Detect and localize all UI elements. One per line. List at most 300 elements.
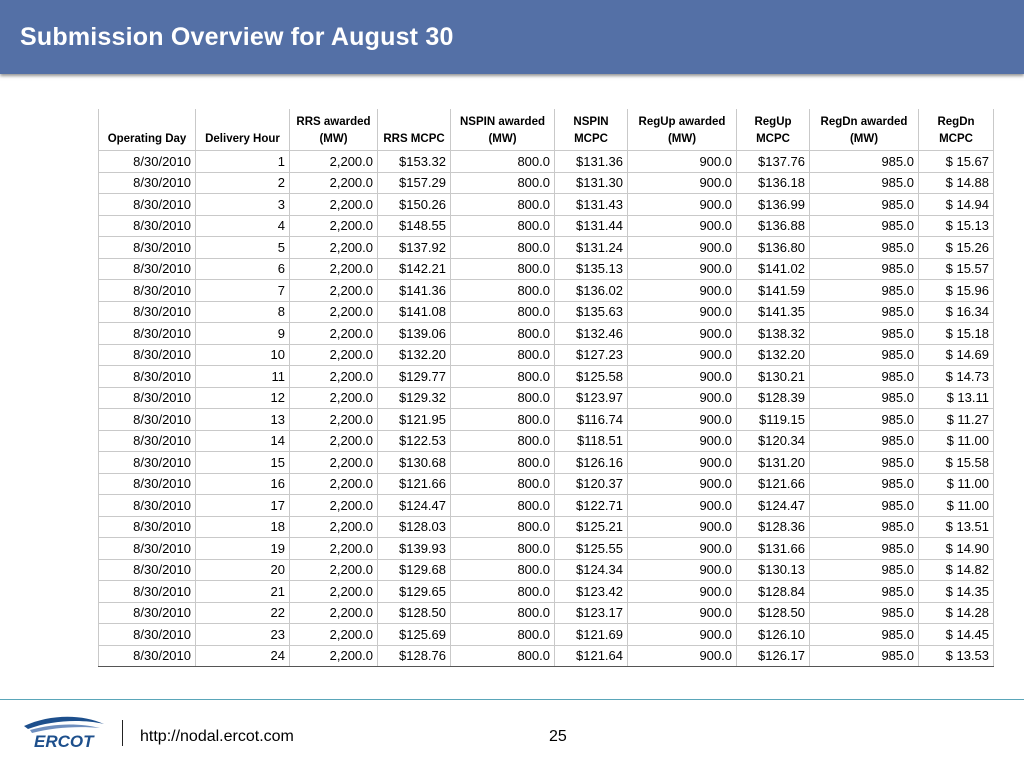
column-header <box>451 109 555 151</box>
table-cell: 2,200.0 <box>290 473 378 495</box>
table-cell: $126.10 <box>737 624 810 646</box>
table-cell: 800.0 <box>451 559 555 581</box>
table-cell: 985.0 <box>810 172 919 194</box>
table-cell: 8/30/2010 <box>99 280 196 302</box>
table-cell: 8/30/2010 <box>99 366 196 388</box>
table-cell: 1 <box>196 151 290 173</box>
table-header-row <box>99 109 994 151</box>
table-cell: 8/30/2010 <box>99 602 196 624</box>
table-cell: 900.0 <box>628 430 737 452</box>
column-header-line: NSPIN <box>573 116 609 128</box>
table-cell: 900.0 <box>628 323 737 345</box>
table-cell: 900.0 <box>628 624 737 646</box>
table-cell: $ 14.73 <box>919 366 994 388</box>
table-cell: 900.0 <box>628 194 737 216</box>
table-cell: 900.0 <box>628 516 737 538</box>
table-cell: $ 11.00 <box>919 473 994 495</box>
table-cell: 8/30/2010 <box>99 473 196 495</box>
table-cell: 985.0 <box>810 645 919 667</box>
table-cell: 985.0 <box>810 280 919 302</box>
column-header <box>628 109 737 151</box>
column-header-line: MCPC <box>939 133 973 145</box>
table-cell: 900.0 <box>628 538 737 560</box>
table-row <box>99 559 994 581</box>
table-cell: 985.0 <box>810 194 919 216</box>
table-cell: 2,200.0 <box>290 387 378 409</box>
table-cell: 2,200.0 <box>290 194 378 216</box>
table-cell: $128.50 <box>378 602 451 624</box>
table-cell: 8/30/2010 <box>99 301 196 323</box>
table-cell: $126.17 <box>737 645 810 667</box>
table-row <box>99 215 994 237</box>
column-header-line: (MW) <box>849 133 879 145</box>
column-header-line: (MW) <box>488 133 517 145</box>
column-header-line: Delivery Hour <box>205 133 280 145</box>
table-cell: 900.0 <box>628 495 737 517</box>
table-cell: $ 11.00 <box>919 495 994 517</box>
table-cell: $128.39 <box>737 387 810 409</box>
table-cell: $ 15.58 <box>919 452 994 474</box>
table-cell: $121.66 <box>737 473 810 495</box>
table-cell: 2 <box>196 172 290 194</box>
table-cell: $132.20 <box>378 344 451 366</box>
table-cell: 900.0 <box>628 602 737 624</box>
table-cell: 8/30/2010 <box>99 172 196 194</box>
table-cell: 19 <box>196 538 290 560</box>
table-cell: 800.0 <box>451 215 555 237</box>
table-cell: $150.26 <box>378 194 451 216</box>
table-cell: 800.0 <box>451 387 555 409</box>
table-cell: $125.69 <box>378 624 451 646</box>
table-cell: $129.77 <box>378 366 451 388</box>
table-cell: 900.0 <box>628 172 737 194</box>
table-row <box>99 301 994 323</box>
table-cell: $141.36 <box>378 280 451 302</box>
table-cell: 985.0 <box>810 237 919 259</box>
table-cell: 985.0 <box>810 538 919 560</box>
table-row <box>99 258 994 280</box>
table-cell: $132.46 <box>555 323 628 345</box>
table-cell: 8/30/2010 <box>99 538 196 560</box>
table-cell: $131.24 <box>555 237 628 259</box>
table-cell: 2,200.0 <box>290 624 378 646</box>
table-cell: 10 <box>196 344 290 366</box>
table-cell: 985.0 <box>810 559 919 581</box>
table-cell: 985.0 <box>810 151 919 173</box>
table-cell: 18 <box>196 516 290 538</box>
table-cell: $ 13.53 <box>919 645 994 667</box>
table-cell: $136.99 <box>737 194 810 216</box>
table-cell: 985.0 <box>810 495 919 517</box>
table-cell: 5 <box>196 237 290 259</box>
table-cell: $124.47 <box>378 495 451 517</box>
column-header-line: Operating Day <box>107 133 187 145</box>
table-cell: 2,200.0 <box>290 645 378 667</box>
table-cell: $123.42 <box>555 581 628 603</box>
table-cell: 985.0 <box>810 387 919 409</box>
table-cell: $ 14.90 <box>919 538 994 560</box>
table-cell: $132.20 <box>737 344 810 366</box>
table-cell: $116.74 <box>555 409 628 431</box>
table-cell: 2,200.0 <box>290 409 378 431</box>
footer-separator <box>122 720 123 746</box>
table-cell: $130.68 <box>378 452 451 474</box>
table-cell: 900.0 <box>628 301 737 323</box>
table-cell: $121.64 <box>555 645 628 667</box>
table-cell: 985.0 <box>810 452 919 474</box>
table-cell: $ 14.88 <box>919 172 994 194</box>
table-cell: 6 <box>196 258 290 280</box>
table-row <box>99 280 994 302</box>
table-cell: 8 <box>196 301 290 323</box>
table-cell: $136.80 <box>737 237 810 259</box>
table-cell: $128.76 <box>378 645 451 667</box>
table-cell: $129.65 <box>378 581 451 603</box>
page-number: 25 <box>549 728 567 745</box>
table-cell: 900.0 <box>628 452 737 474</box>
table-cell: $137.92 <box>378 237 451 259</box>
column-header-line: RegUp <box>754 116 792 128</box>
table-cell: 2,200.0 <box>290 430 378 452</box>
table-cell: 2,200.0 <box>290 538 378 560</box>
column-header <box>378 109 451 151</box>
table-cell: $135.63 <box>555 301 628 323</box>
table-cell: 800.0 <box>451 258 555 280</box>
table-cell: $123.17 <box>555 602 628 624</box>
table-row <box>99 409 994 431</box>
table-cell: 2,200.0 <box>290 323 378 345</box>
table-cell: $141.02 <box>737 258 810 280</box>
table-cell: 8/30/2010 <box>99 409 196 431</box>
table-cell: 2,200.0 <box>290 344 378 366</box>
table-cell: $123.97 <box>555 387 628 409</box>
table-cell: 11 <box>196 366 290 388</box>
table-cell: $137.76 <box>737 151 810 173</box>
table-cell: 900.0 <box>628 559 737 581</box>
table-cell: 900.0 <box>628 215 737 237</box>
table-cell: 8/30/2010 <box>99 624 196 646</box>
table-cell: $153.32 <box>378 151 451 173</box>
table-container <box>98 109 994 667</box>
table-cell: 2,200.0 <box>290 280 378 302</box>
page-title: Submission Overview for August 30 <box>20 23 454 51</box>
footer-url-link[interactable]: http://nodal.ercot.com <box>140 728 294 745</box>
table-body <box>99 151 994 667</box>
table-row <box>99 516 994 538</box>
table-cell: 2,200.0 <box>290 581 378 603</box>
table-cell: 2,200.0 <box>290 602 378 624</box>
table-row <box>99 323 994 345</box>
title-bar <box>0 0 1024 74</box>
table-row <box>99 452 994 474</box>
table-cell: 985.0 <box>810 581 919 603</box>
table-cell: 14 <box>196 430 290 452</box>
table-row <box>99 538 994 560</box>
table-cell: $121.69 <box>555 624 628 646</box>
table-row <box>99 237 994 259</box>
table-cell: 4 <box>196 215 290 237</box>
column-header-line: MCPC <box>756 133 790 145</box>
column-header-line: NSPIN awarded <box>460 116 545 128</box>
table-cell: 800.0 <box>451 430 555 452</box>
table-row <box>99 366 994 388</box>
table-cell: $ 15.26 <box>919 237 994 259</box>
table-cell: 8/30/2010 <box>99 495 196 517</box>
table-cell: 900.0 <box>628 581 737 603</box>
table-cell: 900.0 <box>628 344 737 366</box>
table-cell: 800.0 <box>451 624 555 646</box>
table-cell: 8/30/2010 <box>99 581 196 603</box>
table-row <box>99 645 994 667</box>
table-cell: 8/30/2010 <box>99 151 196 173</box>
table-cell: $ 13.51 <box>919 516 994 538</box>
table-cell: 985.0 <box>810 366 919 388</box>
table-cell: $131.44 <box>555 215 628 237</box>
column-header-line: MCPC <box>574 133 608 145</box>
table-cell: 800.0 <box>451 581 555 603</box>
table-cell: $138.32 <box>737 323 810 345</box>
column-header <box>196 109 290 151</box>
table-cell: $135.13 <box>555 258 628 280</box>
table-cell: $148.55 <box>378 215 451 237</box>
table-cell: 985.0 <box>810 473 919 495</box>
table-cell: $139.93 <box>378 538 451 560</box>
table-cell: 985.0 <box>810 602 919 624</box>
table-cell: 8/30/2010 <box>99 194 196 216</box>
table-cell: 16 <box>196 473 290 495</box>
table-cell: 985.0 <box>810 323 919 345</box>
table-row <box>99 430 994 452</box>
table-row <box>99 151 994 173</box>
table-cell: 800.0 <box>451 366 555 388</box>
table-cell: $131.43 <box>555 194 628 216</box>
table-cell: 900.0 <box>628 645 737 667</box>
table-cell: 800.0 <box>451 516 555 538</box>
table-cell: $ 15.67 <box>919 151 994 173</box>
table-cell: $130.21 <box>737 366 810 388</box>
table-cell: $120.37 <box>555 473 628 495</box>
table-cell: 900.0 <box>628 387 737 409</box>
table-cell: 985.0 <box>810 516 919 538</box>
footer-divider <box>0 699 1024 700</box>
table-cell: $131.20 <box>737 452 810 474</box>
table-cell: $ 15.57 <box>919 258 994 280</box>
table-cell: 800.0 <box>451 301 555 323</box>
table-cell: 900.0 <box>628 409 737 431</box>
table-cell: 2,200.0 <box>290 301 378 323</box>
table-cell: 900.0 <box>628 258 737 280</box>
table-cell: $120.34 <box>737 430 810 452</box>
table-cell: 800.0 <box>451 280 555 302</box>
table-cell: 21 <box>196 581 290 603</box>
table-cell: 22 <box>196 602 290 624</box>
table-row <box>99 495 994 517</box>
table-cell: $ 14.35 <box>919 581 994 603</box>
table-cell: $ 11.27 <box>919 409 994 431</box>
table-cell: 800.0 <box>451 538 555 560</box>
table-cell: $125.58 <box>555 366 628 388</box>
table-cell: 8/30/2010 <box>99 323 196 345</box>
table-cell: 800.0 <box>451 473 555 495</box>
table-cell: 800.0 <box>451 323 555 345</box>
table-cell: 800.0 <box>451 344 555 366</box>
table-cell: $129.68 <box>378 559 451 581</box>
table-cell: $128.03 <box>378 516 451 538</box>
table-row <box>99 344 994 366</box>
column-header-line: (MW) <box>667 133 697 145</box>
table-cell: $121.95 <box>378 409 451 431</box>
table-cell: 985.0 <box>810 301 919 323</box>
table-cell: 17 <box>196 495 290 517</box>
table-cell: 2,200.0 <box>290 366 378 388</box>
table-cell: $ 14.82 <box>919 559 994 581</box>
table-cell: $126.16 <box>555 452 628 474</box>
table-cell: $136.88 <box>737 215 810 237</box>
table-cell: 20 <box>196 559 290 581</box>
table-cell: 985.0 <box>810 430 919 452</box>
table-row <box>99 602 994 624</box>
table-cell: 8/30/2010 <box>99 430 196 452</box>
table-cell: 24 <box>196 645 290 667</box>
table-cell: 8/30/2010 <box>99 344 196 366</box>
table-cell: $119.15 <box>737 409 810 431</box>
table-row <box>99 624 994 646</box>
table-cell: $129.32 <box>378 387 451 409</box>
table-cell: 8/30/2010 <box>99 215 196 237</box>
table-cell: 8/30/2010 <box>99 516 196 538</box>
column-header <box>810 109 919 151</box>
table-cell: 8/30/2010 <box>99 452 196 474</box>
column-header-line: RRS MCPC <box>383 133 445 145</box>
table-cell: $122.71 <box>555 495 628 517</box>
table-cell: $139.06 <box>378 323 451 345</box>
table-cell: $124.34 <box>555 559 628 581</box>
table-cell: $122.53 <box>378 430 451 452</box>
table-cell: 8/30/2010 <box>99 237 196 259</box>
table-cell: 800.0 <box>451 602 555 624</box>
table-cell: 2,200.0 <box>290 151 378 173</box>
table-cell: 900.0 <box>628 366 737 388</box>
table-cell: 985.0 <box>810 409 919 431</box>
column-header-line: (MW) <box>319 133 348 145</box>
table-cell: 800.0 <box>451 495 555 517</box>
table-cell: $ 13.11 <box>919 387 994 409</box>
table-cell: 985.0 <box>810 344 919 366</box>
table-cell: $136.02 <box>555 280 628 302</box>
column-header-line: RegDn <box>937 116 975 128</box>
column-header-line: RegUp awarded <box>638 116 726 128</box>
column-header <box>99 109 196 151</box>
table-cell: 900.0 <box>628 237 737 259</box>
table-cell: 800.0 <box>451 645 555 667</box>
table-cell: 2,200.0 <box>290 516 378 538</box>
table-cell: 985.0 <box>810 624 919 646</box>
column-header <box>919 109 994 151</box>
table-cell: 800.0 <box>451 194 555 216</box>
table-cell: $ 15.13 <box>919 215 994 237</box>
table-cell: 8/30/2010 <box>99 258 196 280</box>
table-cell: $128.36 <box>737 516 810 538</box>
table-cell: $130.13 <box>737 559 810 581</box>
table-cell: $ 15.96 <box>919 280 994 302</box>
table-cell: $ 14.69 <box>919 344 994 366</box>
table-cell: 8/30/2010 <box>99 645 196 667</box>
table-cell: 2,200.0 <box>290 215 378 237</box>
table-cell: $ 14.28 <box>919 602 994 624</box>
table-cell: $ 11.00 <box>919 430 994 452</box>
table-cell: 2,200.0 <box>290 495 378 517</box>
table-cell: $118.51 <box>555 430 628 452</box>
column-header-line: RRS awarded <box>296 116 371 128</box>
table-cell: 985.0 <box>810 215 919 237</box>
table-cell: 985.0 <box>810 258 919 280</box>
table-cell: 900.0 <box>628 280 737 302</box>
ercot-logo <box>20 712 110 752</box>
column-header <box>555 109 628 151</box>
table-cell: 3 <box>196 194 290 216</box>
table-cell: $121.66 <box>378 473 451 495</box>
table-cell: $131.66 <box>737 538 810 560</box>
table-row <box>99 194 994 216</box>
table-cell: 2,200.0 <box>290 258 378 280</box>
table-cell: 900.0 <box>628 473 737 495</box>
table-cell: $131.36 <box>555 151 628 173</box>
table-cell: 9 <box>196 323 290 345</box>
column-header <box>737 109 810 151</box>
table-row <box>99 172 994 194</box>
table-row <box>99 473 994 495</box>
table-cell: 12 <box>196 387 290 409</box>
table-cell: $141.08 <box>378 301 451 323</box>
table-cell: $131.30 <box>555 172 628 194</box>
table-cell: 2,200.0 <box>290 559 378 581</box>
table-cell: 15 <box>196 452 290 474</box>
table-cell: $124.47 <box>737 495 810 517</box>
table-cell: $141.35 <box>737 301 810 323</box>
table-row <box>99 387 994 409</box>
table-cell: 2,200.0 <box>290 172 378 194</box>
table-cell: $136.18 <box>737 172 810 194</box>
table-cell: 2,200.0 <box>290 237 378 259</box>
table-cell: $125.21 <box>555 516 628 538</box>
table-cell: $125.55 <box>555 538 628 560</box>
table-cell: $142.21 <box>378 258 451 280</box>
table-cell: $127.23 <box>555 344 628 366</box>
table-cell: 800.0 <box>451 151 555 173</box>
column-header-line: RegDn awarded <box>820 116 908 128</box>
table-cell: 2,200.0 <box>290 452 378 474</box>
table-cell: 13 <box>196 409 290 431</box>
logo-text: ERCOT <box>34 732 94 751</box>
table-cell: $157.29 <box>378 172 451 194</box>
table-cell: 8/30/2010 <box>99 387 196 409</box>
table-cell: 800.0 <box>451 172 555 194</box>
table-cell: 7 <box>196 280 290 302</box>
submission-table <box>98 109 994 667</box>
table-cell: $128.50 <box>737 602 810 624</box>
table-cell: $141.59 <box>737 280 810 302</box>
table-row <box>99 581 994 603</box>
table-cell: 800.0 <box>451 237 555 259</box>
table-cell: 23 <box>196 624 290 646</box>
table-cell: 8/30/2010 <box>99 559 196 581</box>
table-cell: $ 15.18 <box>919 323 994 345</box>
column-header <box>290 109 378 151</box>
table-cell: $ 14.45 <box>919 624 994 646</box>
table-cell: $ 16.34 <box>919 301 994 323</box>
table-cell: 900.0 <box>628 151 737 173</box>
table-cell: 800.0 <box>451 409 555 431</box>
